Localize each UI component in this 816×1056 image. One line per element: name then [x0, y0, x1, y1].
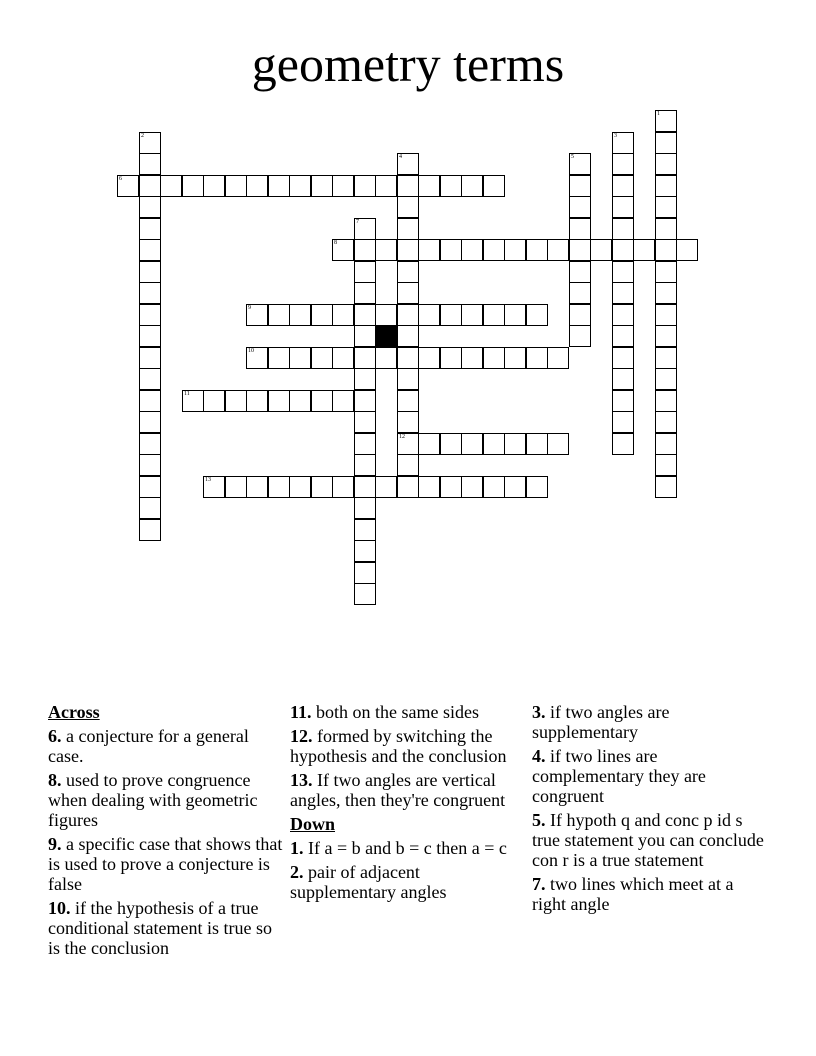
grid-cell[interactable]	[397, 390, 419, 412]
grid-cell[interactable]	[354, 261, 376, 283]
grid-cell[interactable]	[397, 411, 419, 433]
grid-cell[interactable]	[246, 304, 268, 326]
grid-cell[interactable]	[612, 390, 634, 412]
grid-cell[interactable]	[418, 347, 440, 369]
clue-text: a conjecture for a general case.	[48, 726, 249, 766]
grid-cell[interactable]	[397, 433, 419, 455]
grid-cell[interactable]	[182, 390, 204, 412]
grid-cell[interactable]	[160, 175, 182, 197]
grid-cell[interactable]	[139, 390, 161, 412]
grid-cell[interactable]	[354, 562, 376, 584]
grid-cell[interactable]	[268, 175, 290, 197]
grid-cell[interactable]	[397, 175, 419, 197]
clue-item	[532, 810, 768, 870]
grid-cell[interactable]	[655, 282, 677, 304]
clue-text: If a = b and b = c then a = c	[303, 838, 507, 858]
grid-cell[interactable]	[461, 347, 483, 369]
clue-number: 4.	[532, 746, 546, 766]
grid-cell[interactable]	[504, 239, 526, 261]
clue-item	[290, 862, 526, 902]
grid-cell[interactable]	[332, 390, 354, 412]
grid-cell[interactable]	[612, 239, 634, 261]
grid-cell[interactable]	[354, 411, 376, 433]
grid-cell[interactable]	[612, 347, 634, 369]
grid-cell[interactable]	[440, 476, 462, 498]
clue-item	[48, 726, 284, 766]
clue-number: 13.	[290, 770, 313, 790]
clue-number: 6.	[48, 726, 62, 746]
grid-cell[interactable]	[440, 304, 462, 326]
grid-cell[interactable]	[590, 239, 612, 261]
grid-cell[interactable]	[139, 218, 161, 240]
grid-cell[interactable]	[289, 476, 311, 498]
clue-text: pair of adjacent supplementary angles	[290, 862, 447, 902]
clue-text: If hypoth q and conc p id s true statement you can conclude con r is a true statement	[532, 810, 764, 870]
grid-cell[interactable]	[547, 239, 569, 261]
grid-cell[interactable]	[139, 411, 161, 433]
grid-cell[interactable]	[289, 175, 311, 197]
clue-item	[290, 726, 526, 766]
grid-cell[interactable]	[504, 476, 526, 498]
clue-item	[48, 834, 284, 894]
grid-cell[interactable]	[526, 433, 548, 455]
clue-number: 3.	[532, 702, 546, 722]
clue-text: If two angles are vertical angles, then they're congruent	[290, 770, 506, 810]
grid-cell[interactable]	[354, 282, 376, 304]
cell-number: 4	[399, 154, 402, 160]
grid-cell[interactable]	[354, 368, 376, 390]
grid-cell[interactable]	[311, 390, 333, 412]
grid-cell[interactable]	[375, 175, 397, 197]
clue-item	[290, 770, 526, 810]
grid-cell[interactable]	[139, 175, 161, 197]
grid-cell[interactable]	[612, 261, 634, 283]
grid-cell[interactable]	[268, 304, 290, 326]
grid-cell[interactable]	[655, 325, 677, 347]
grid-cell[interactable]	[655, 304, 677, 326]
page-title: geometry terms	[251, 36, 565, 92]
cell-number: 7	[356, 219, 359, 225]
clue-text: formed by switching the hypothesis and the conclusion	[290, 726, 507, 766]
grid-cell[interactable]	[397, 196, 419, 218]
grid-cell[interactable]	[483, 239, 505, 261]
grid-cell[interactable]	[483, 175, 505, 197]
clue-column-2	[290, 702, 526, 906]
grid-cell[interactable]	[139, 282, 161, 304]
clue-text: both on the same sides	[311, 702, 479, 722]
grid-cell[interactable]	[569, 261, 591, 283]
grid-cell[interactable]	[569, 239, 591, 261]
grid-cell[interactable]	[526, 476, 548, 498]
grid-cell[interactable]	[117, 175, 139, 197]
cell-number: 6	[119, 176, 122, 182]
grid-cell[interactable]	[246, 175, 268, 197]
grid-cell[interactable]	[526, 239, 548, 261]
grid-cell[interactable]	[612, 153, 634, 175]
grid-cell[interactable]	[461, 175, 483, 197]
grid-cell[interactable]	[397, 218, 419, 240]
grid-cell[interactable]	[612, 433, 634, 455]
grid-cell[interactable]	[655, 368, 677, 390]
grid-cell[interactable]	[332, 175, 354, 197]
grid-cell[interactable]	[612, 218, 634, 240]
clue-item	[48, 770, 284, 830]
grid-cell[interactable]	[483, 433, 505, 455]
grid-cell[interactable]	[354, 304, 376, 326]
grid-cell[interactable]	[332, 239, 354, 261]
grid-cell[interactable]	[268, 476, 290, 498]
clue-item	[532, 874, 768, 914]
grid-cell[interactable]	[354, 519, 376, 541]
grid-cell[interactable]	[655, 132, 677, 154]
clue-text: two lines which meet at a right angle	[532, 874, 734, 914]
grid-cell[interactable]	[354, 239, 376, 261]
grid-cell[interactable]	[655, 196, 677, 218]
grid-cell[interactable]	[354, 454, 376, 476]
grid-cell[interactable]	[569, 196, 591, 218]
grid-cell[interactable]	[569, 175, 591, 197]
grid-cell[interactable]	[139, 519, 161, 541]
grid-cell[interactable]	[655, 454, 677, 476]
grid-cell[interactable]	[311, 175, 333, 197]
grid-cell[interactable]	[526, 347, 548, 369]
clue-text: if two angles are supplementary	[532, 702, 670, 742]
grid-cell[interactable]	[418, 433, 440, 455]
grid-cell[interactable]	[203, 476, 225, 498]
clue-item	[48, 898, 284, 958]
grid-cell[interactable]	[569, 153, 591, 175]
clue-number: 5.	[532, 810, 546, 830]
clue-item	[290, 702, 526, 722]
grid-cell[interactable]	[655, 175, 677, 197]
grid-cell[interactable]	[139, 132, 161, 154]
grid-cell[interactable]	[354, 583, 376, 605]
down-clues-list	[290, 838, 526, 902]
clue-text: if the hypothesis of a true conditional statement is true so is the conclusion	[48, 898, 272, 958]
grid-cell[interactable]	[375, 347, 397, 369]
clue-column-1	[48, 702, 284, 962]
grid-cell[interactable]	[655, 261, 677, 283]
clue-number: 1.	[290, 838, 304, 858]
grid-cell[interactable]	[612, 368, 634, 390]
grid-cell[interactable]	[418, 175, 440, 197]
grid-cell[interactable]	[483, 304, 505, 326]
clue-number: 11.	[290, 702, 312, 722]
grid-cell[interactable]	[612, 132, 634, 154]
clue-item	[532, 746, 768, 806]
grid-cell[interactable]	[268, 347, 290, 369]
grid-cell[interactable]	[139, 433, 161, 455]
cell-number: 13	[205, 477, 211, 483]
grid-cell[interactable]	[139, 153, 161, 175]
grid-cell[interactable]	[461, 476, 483, 498]
grid-cell[interactable]	[504, 433, 526, 455]
grid-cell[interactable]	[332, 304, 354, 326]
clue-item	[290, 838, 526, 858]
grid-cell[interactable]	[440, 433, 462, 455]
grid-cell[interactable]	[461, 304, 483, 326]
cell-number: 8	[334, 240, 337, 246]
grid-cell[interactable]	[612, 282, 634, 304]
grid-cell[interactable]	[354, 433, 376, 455]
grid-cell[interactable]	[375, 239, 397, 261]
grid-cell[interactable]	[397, 282, 419, 304]
grid-cell[interactable]	[375, 476, 397, 498]
grid-cell[interactable]	[246, 390, 268, 412]
across-heading: Across	[48, 702, 100, 722]
clue-text: a specific case that shows that is used to prove a conjecture is false	[48, 834, 283, 894]
grid-cell[interactable]	[569, 282, 591, 304]
grid-cell[interactable]	[569, 304, 591, 326]
grid-cell[interactable]	[655, 110, 677, 132]
grid-cell[interactable]	[397, 325, 419, 347]
grid-cell[interactable]	[354, 476, 376, 498]
grid-cell[interactable]	[655, 476, 677, 498]
grid-cell[interactable]	[397, 368, 419, 390]
grid-cell[interactable]	[182, 175, 204, 197]
grid-cell[interactable]	[139, 239, 161, 261]
grid-cell[interactable]	[332, 347, 354, 369]
grid-cell[interactable]	[139, 368, 161, 390]
clue-number: 8.	[48, 770, 62, 790]
clue-number: 9.	[48, 834, 62, 854]
grid-cell[interactable]	[225, 390, 247, 412]
grid-cell[interactable]	[397, 454, 419, 476]
grid-cell[interactable]	[440, 239, 462, 261]
clue-item	[532, 702, 768, 742]
grid-cell[interactable]	[354, 325, 376, 347]
grid-cell[interactable]	[655, 433, 677, 455]
grid-cell[interactable]	[612, 325, 634, 347]
grid-cell[interactable]	[483, 347, 505, 369]
clue-number: 2.	[290, 862, 304, 882]
grid-cell[interactable]	[139, 304, 161, 326]
grid-cell[interactable]	[655, 218, 677, 240]
grid-cell[interactable]	[397, 304, 419, 326]
clue-number: 10.	[48, 898, 71, 918]
cell-number: 3	[614, 133, 617, 139]
grid-cell[interactable]	[633, 239, 655, 261]
clue-text: if two lines are complementary they are congruent	[532, 746, 706, 806]
grid-cell[interactable]	[354, 497, 376, 519]
grid-cell[interactable]	[289, 390, 311, 412]
grid-cell[interactable]	[139, 476, 161, 498]
grid-cell[interactable]	[418, 304, 440, 326]
grid-cell[interactable]	[139, 325, 161, 347]
grid-cell[interactable]	[418, 476, 440, 498]
grid-cell[interactable]	[354, 390, 376, 412]
grid-cell[interactable]	[483, 476, 505, 498]
grid-cell[interactable]	[268, 390, 290, 412]
clue-text: used to prove congruence when dealing with geometric figures	[48, 770, 258, 830]
cell-number: 11	[184, 391, 190, 397]
grid-cell[interactable]	[418, 239, 440, 261]
grid-cell[interactable]	[139, 454, 161, 476]
grid-cell[interactable]	[354, 175, 376, 197]
grid-cell[interactable]	[225, 175, 247, 197]
cell-number: 1	[657, 111, 660, 117]
clue-column-3	[532, 702, 768, 918]
cell-number: 10	[248, 348, 254, 354]
grid-cell[interactable]	[461, 433, 483, 455]
cell-number: 5	[571, 154, 574, 160]
grid-cell[interactable]	[504, 304, 526, 326]
grid-cell[interactable]	[354, 540, 376, 562]
grid-cell[interactable]	[203, 175, 225, 197]
grid-cell[interactable]	[440, 347, 462, 369]
grid-cell[interactable]	[397, 347, 419, 369]
grid-cell[interactable]	[526, 304, 548, 326]
clue-number: 12.	[290, 726, 313, 746]
grid-cell[interactable]	[139, 196, 161, 218]
black-cell	[375, 325, 397, 347]
grid-cell[interactable]	[612, 411, 634, 433]
grid-cell[interactable]	[203, 390, 225, 412]
across-clues-list	[48, 726, 284, 958]
grid-cell[interactable]	[655, 411, 677, 433]
grid-cell[interactable]	[655, 347, 677, 369]
grid-cell[interactable]	[139, 347, 161, 369]
cell-number: 12	[399, 434, 405, 440]
grid-cell[interactable]	[461, 239, 483, 261]
grid-cell[interactable]	[676, 239, 698, 261]
grid-cell[interactable]	[655, 153, 677, 175]
grid-cell[interactable]	[547, 347, 569, 369]
grid-cell[interactable]	[289, 304, 311, 326]
grid-cell[interactable]	[375, 304, 397, 326]
grid-cell[interactable]	[139, 497, 161, 519]
grid-cell[interactable]	[332, 476, 354, 498]
grid-cell[interactable]	[246, 476, 268, 498]
cell-number: 9	[248, 305, 251, 311]
grid-cell[interactable]	[612, 175, 634, 197]
grid-cell[interactable]	[612, 304, 634, 326]
grid-cell[interactable]	[354, 347, 376, 369]
grid-cell[interactable]	[311, 347, 333, 369]
clue-number: 7.	[532, 874, 546, 894]
grid-cell[interactable]	[655, 239, 677, 261]
grid-cell[interactable]	[311, 476, 333, 498]
grid-cell[interactable]	[440, 175, 462, 197]
down-heading: Down	[290, 814, 336, 834]
grid-cell[interactable]	[569, 325, 591, 347]
grid-cell[interactable]	[397, 153, 419, 175]
grid-cell[interactable]	[569, 218, 591, 240]
grid-cell[interactable]	[504, 347, 526, 369]
grid-cell[interactable]	[354, 218, 376, 240]
grid-cell[interactable]	[246, 347, 268, 369]
grid-cell[interactable]	[397, 261, 419, 283]
down-clues-list-cont	[532, 702, 768, 914]
across-clues-list-cont	[290, 702, 526, 810]
grid-cell[interactable]	[225, 476, 247, 498]
grid-cell[interactable]	[655, 390, 677, 412]
grid-cell[interactable]	[547, 433, 569, 455]
grid-cell[interactable]	[311, 304, 333, 326]
grid-cell[interactable]	[139, 261, 161, 283]
grid-cell[interactable]	[397, 476, 419, 498]
grid-cell[interactable]	[612, 196, 634, 218]
cell-number: 2	[141, 133, 144, 139]
grid-cell[interactable]	[289, 347, 311, 369]
grid-cell[interactable]	[397, 239, 419, 261]
